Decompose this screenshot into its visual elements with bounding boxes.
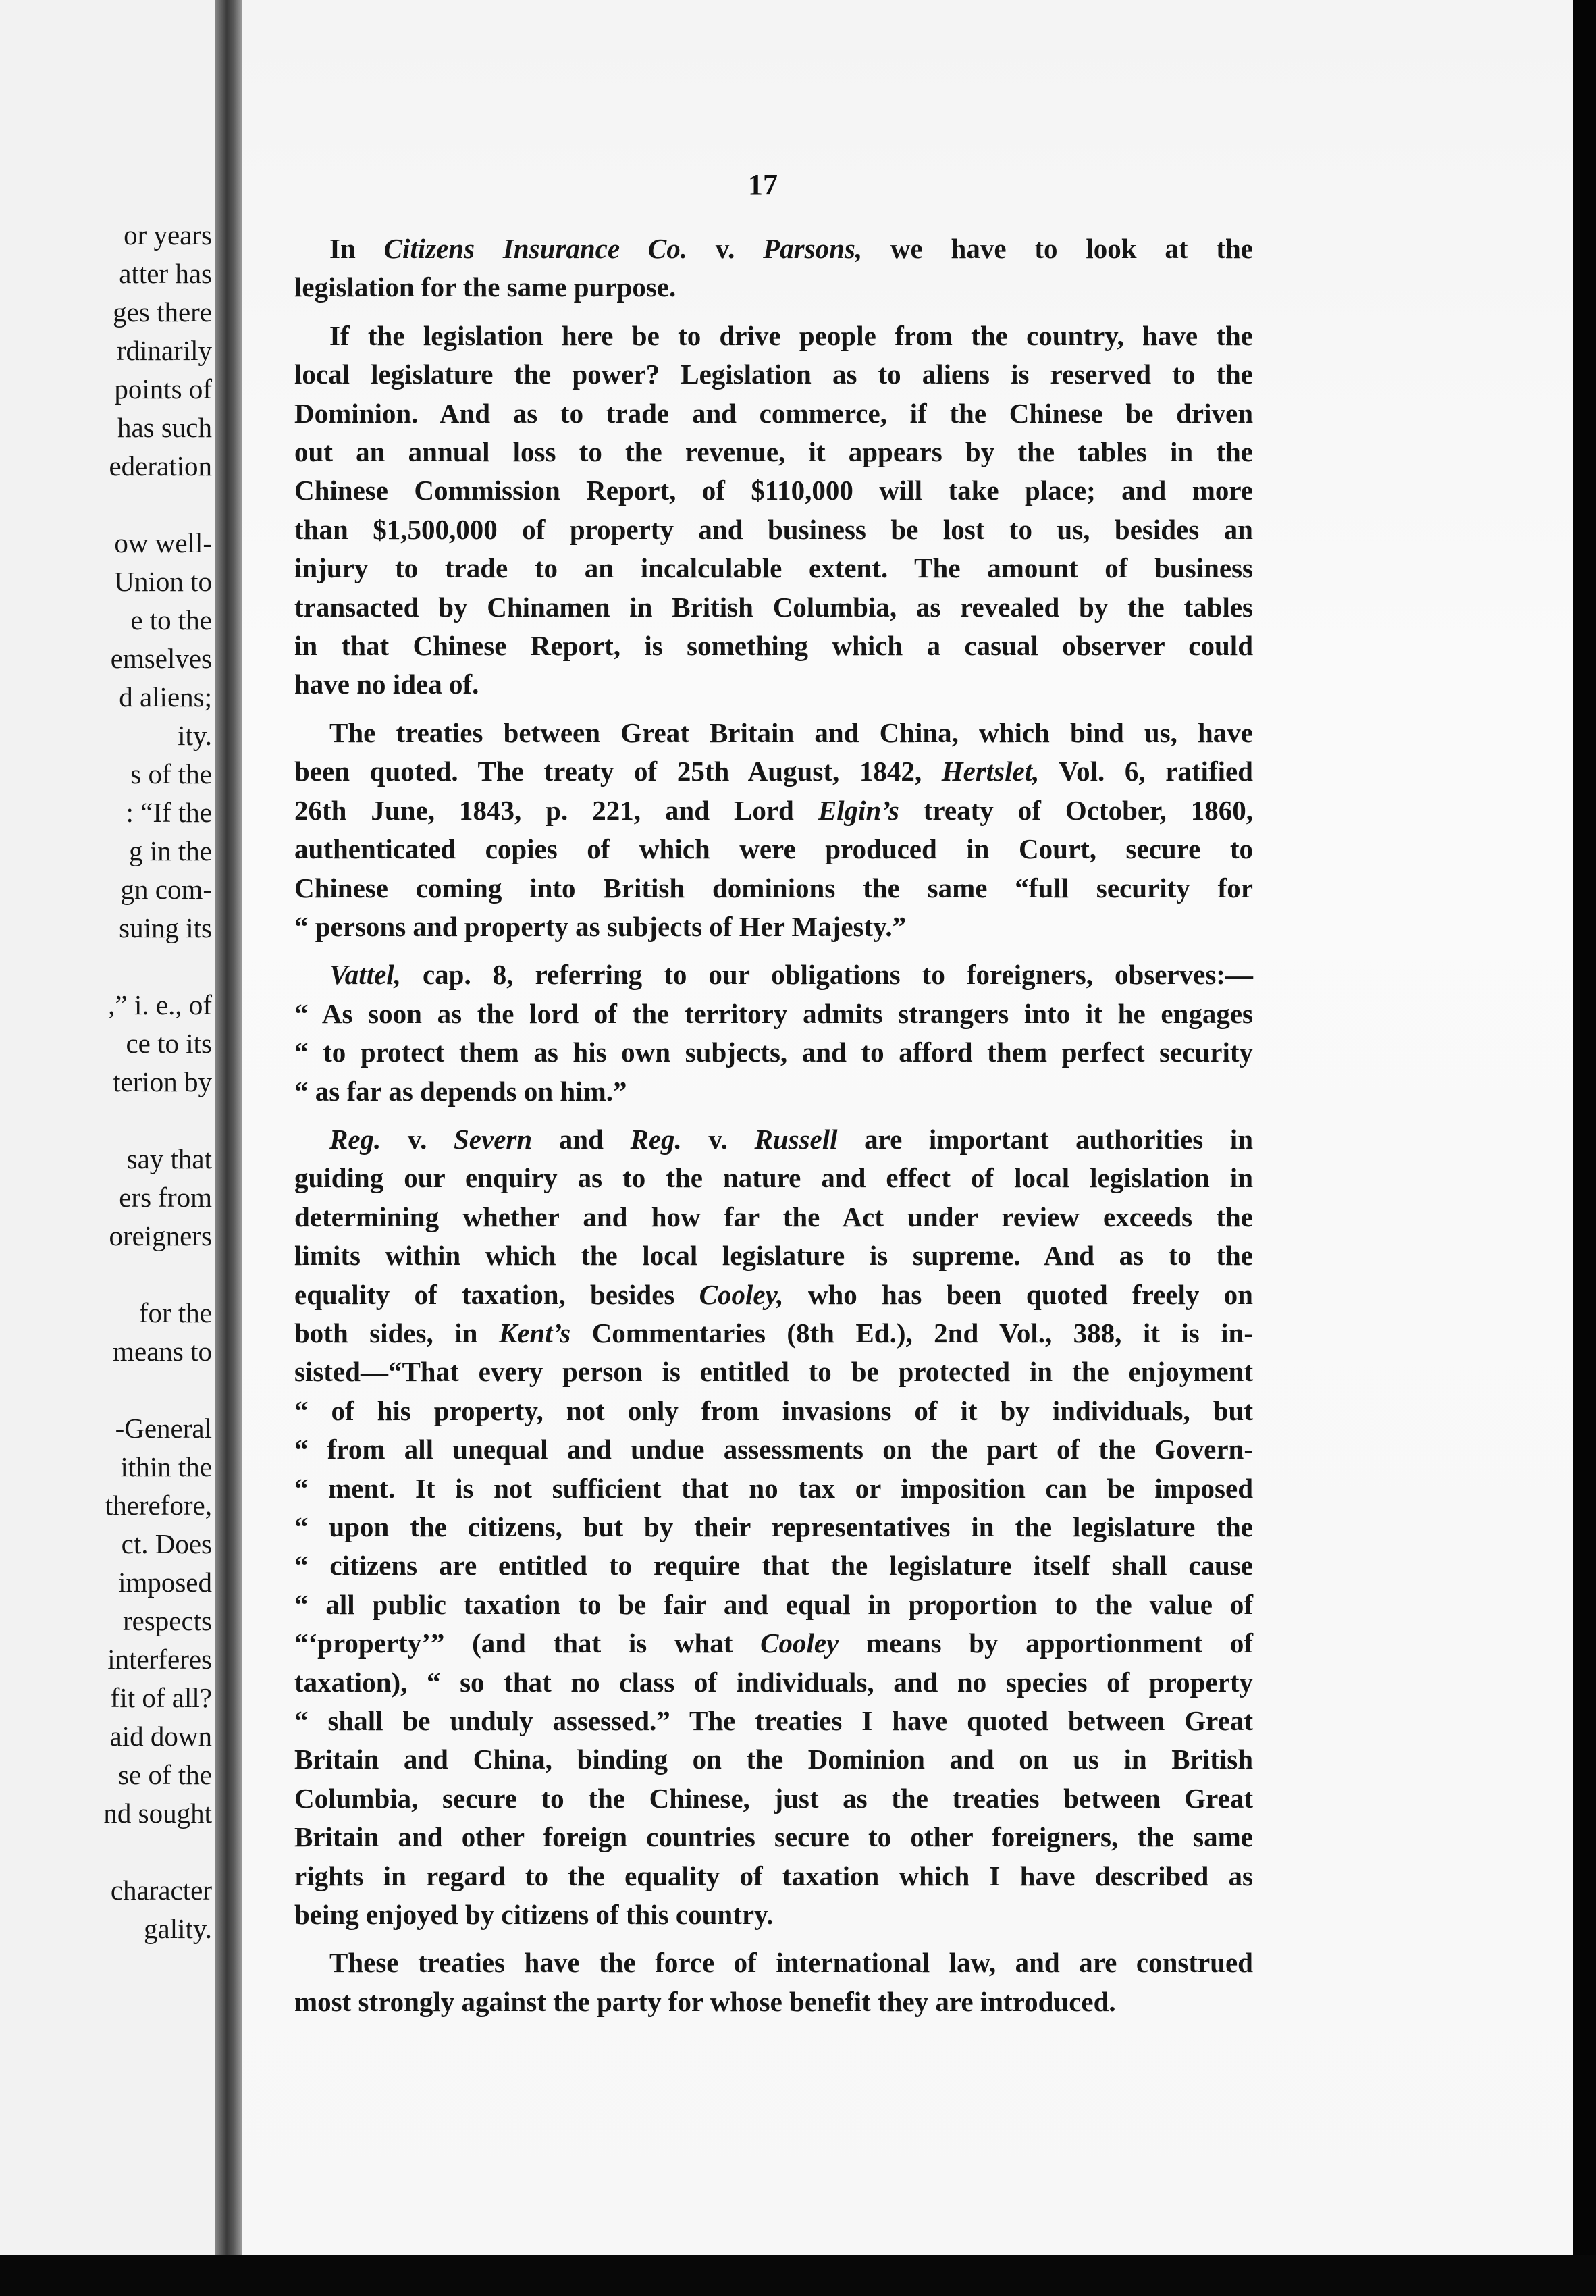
facing-page-line: ct. Does xyxy=(121,1528,212,1559)
text-line: guiding our enquiry as to the nature and effect of local legislation in xyxy=(294,1162,1253,1194)
text-line: most strongly against the party for whose benefit they are introduced. xyxy=(294,1985,1116,2017)
facing-page-line: gn com- xyxy=(120,874,212,905)
text-line: “ citizens are entitled to require that the legislature itself shall cause xyxy=(294,1550,1253,1582)
case-citation: Elgin’s xyxy=(818,794,899,826)
text-line: The treaties between Great Britain and China, which bind us, have xyxy=(329,716,1253,748)
text-line: in that Chinese Report, is something which a casual observer could xyxy=(294,630,1253,662)
paragraph xyxy=(294,317,1253,704)
facing-page-line: emselves xyxy=(110,643,212,674)
facing-page-line: respects xyxy=(122,1605,212,1636)
paragraph xyxy=(294,1120,1253,1935)
facing-page-line: ederation xyxy=(109,450,212,481)
text-line: Chinese coming into British dominions the same “full security for xyxy=(294,872,1253,904)
text-line: taxation), “ so that no class of individuals, and no species of property xyxy=(294,1666,1253,1698)
facing-page-line: se of the xyxy=(118,1759,212,1790)
facing-page-line: ity. xyxy=(178,720,212,751)
paragraph xyxy=(294,956,1253,1111)
facing-page-line: : “If the xyxy=(126,797,212,828)
facing-page-line: imposed xyxy=(118,1567,212,1598)
page-number: 17 xyxy=(748,168,778,201)
text-line: determining whether and how far the Act under review exceeds the xyxy=(294,1201,1253,1232)
facing-page-line: -General xyxy=(115,1413,212,1444)
text-line: local legislature the power? Legislation as to aliens is reserved to the xyxy=(294,359,1253,390)
facing-page-line: ges there xyxy=(113,296,212,328)
case-citation: Kent’s xyxy=(498,1317,571,1349)
text-line: “‘property’” (and that is what Cooley means by apportionment of xyxy=(294,1627,1253,1659)
facing-page-line: ce to its xyxy=(126,1028,212,1059)
text-line: Vattel, cap. 8, referring to our obligations to foreigners, observes:— xyxy=(329,959,1253,991)
facing-page-line: character xyxy=(110,1875,212,1906)
case-citation: Reg. xyxy=(630,1123,682,1155)
facing-page-fragment xyxy=(0,0,215,2296)
case-citation: Parsons, xyxy=(763,233,863,264)
facing-page-line: ow well- xyxy=(114,527,212,558)
text-line: “ persons and property as subjects of Her Majesty.” xyxy=(294,910,907,942)
facing-page-line: means to xyxy=(113,1336,212,1367)
case-citation: Russell xyxy=(754,1123,838,1155)
text-line: limits within which the local legislature is supreme. And as to the xyxy=(294,1240,1253,1272)
case-citation: Reg. xyxy=(329,1123,381,1155)
facing-page-line: s of the xyxy=(130,758,212,789)
text-line: “ ment. It is not sufficient that no tax or imposition can be imposed xyxy=(294,1472,1253,1504)
text-line: authenticated copies of which were produced in Court, secure to xyxy=(294,833,1253,865)
text-line: injury to trade to an incalculable extent. The amount of business xyxy=(294,552,1253,584)
text-line: “ to protect them as his own subjects, and to afford them perfect security xyxy=(294,1037,1253,1068)
text-line: In Citizens Insurance Co. v. Parsons, we have to look at the xyxy=(329,233,1253,264)
facing-page-line: suing its xyxy=(119,912,212,943)
text-line: “ upon the citizens, but by their representatives in the legislature the xyxy=(294,1511,1253,1542)
text-line: rights in regard to the equality of taxation which I have described as xyxy=(294,1860,1253,1891)
facing-page-line: ,” i. e., of xyxy=(108,989,212,1020)
paragraph xyxy=(294,230,1253,307)
facing-page-line: terion by xyxy=(113,1066,212,1097)
text-line: “ of his property, not only from invasions of it by individuals, but xyxy=(294,1394,1253,1426)
case-citation: Severn xyxy=(454,1123,533,1155)
facing-page-line: oreigners xyxy=(109,1220,212,1251)
text-line: “ all public taxation to be fair and equal in proportion to the value of xyxy=(294,1588,1253,1620)
text-line: have no idea of. xyxy=(294,669,479,700)
facing-page-line: fit of all? xyxy=(110,1682,212,1713)
text-line: out an annual loss to the revenue, it appears by the tables in the xyxy=(294,436,1253,468)
case-citation: Hertslet, xyxy=(941,756,1040,787)
text-line: “ As soon as the lord of the territory admits strangers into it he engages xyxy=(294,997,1253,1029)
facing-page-line: Union to xyxy=(114,566,212,597)
text-line: equality of taxation, besides Cooley, who has been quoted freely on xyxy=(294,1278,1253,1310)
text-line: 26th June, 1843, p. 221, and Lord Elgin’s treaty of October, 1860, xyxy=(294,794,1253,826)
paragraph xyxy=(294,1943,1253,2021)
case-citation: Cooley, xyxy=(699,1278,784,1310)
text-line: “ shall be unduly assessed.” The treaties I have quoted between Great xyxy=(294,1705,1253,1737)
scan-bottom-edge xyxy=(0,2255,1596,2296)
text-line: been quoted. The treaty of 25th August, 1842, Hertslet, Vol. 6, ratified xyxy=(294,756,1253,787)
case-citation: Cooley xyxy=(760,1627,839,1659)
facing-page-line: e to the xyxy=(130,604,212,635)
paragraph xyxy=(294,714,1253,946)
facing-page-line: ers from xyxy=(119,1182,212,1213)
case-citation: Citizens Insurance Co. xyxy=(383,233,687,264)
facing-page-line: gality. xyxy=(144,1913,212,1944)
text-line: both sides, in Kent’s Commentaries (8th Ed.), 2nd Vol., 388, it is in- xyxy=(294,1317,1253,1349)
text-line: Chinese Commission Report, of $110,000 will take place; and more xyxy=(294,475,1253,506)
facing-page-line: for the xyxy=(138,1297,212,1328)
text-line: transacted by Chinamen in British Columbia, as revealed by the tables xyxy=(294,591,1253,623)
text-line: sisted—“That every person is entitled to be protected in the enjoyment xyxy=(294,1356,1253,1388)
facing-page-line: ithin the xyxy=(120,1451,212,1482)
facing-page-line: d aliens; xyxy=(119,681,212,712)
text-line: If the legislation here be to drive people from the country, have the xyxy=(329,319,1253,351)
facing-page-line: say that xyxy=(126,1143,212,1174)
text-line: “ from all unequal and undue assessments on the part of the Govern- xyxy=(294,1434,1253,1465)
text-line: Columbia, secure to the Chinese, just as the treaties between Great xyxy=(294,1782,1253,1814)
body-text xyxy=(294,230,1253,2031)
facing-page-line: interferes xyxy=(107,1644,212,1675)
facing-page-line: g in the xyxy=(129,835,212,866)
book-spine xyxy=(215,0,242,2296)
text-line: Dominion. And as to trade and commerce, if the Chinese be driven xyxy=(294,397,1253,429)
facing-page-line: has such xyxy=(117,412,212,443)
text-line: Britain and China, binding on the Dominion and on us in British xyxy=(294,1744,1253,1775)
text-line: being enjoyed by citizens of this country. xyxy=(294,1899,774,1931)
facing-page-line: therefore, xyxy=(105,1490,212,1521)
facing-page-line: aid down xyxy=(109,1721,212,1752)
facing-page-line: or years xyxy=(124,219,212,251)
case-citation: Vattel, xyxy=(329,959,401,991)
text-line: These treaties have the force of international law, and are construed xyxy=(329,1947,1253,1979)
text-line: legislation for the same purpose. xyxy=(294,271,676,303)
text-line: than $1,500,000 of property and business be lost to us, besides an xyxy=(294,513,1253,545)
text-line: Reg. v. Severn and Reg. v. Russell are important authorities in xyxy=(329,1123,1253,1155)
text-line: “ as far as depends on him.” xyxy=(294,1075,627,1107)
text-line: Britain and other foreign countries secure to other foreigners, the same xyxy=(294,1821,1253,1853)
facing-page-line: rdinarily xyxy=(116,335,212,366)
facing-page-line: nd sought xyxy=(103,1798,212,1829)
facing-page-line: points of xyxy=(114,373,212,405)
scan-edge xyxy=(1573,0,1596,2296)
facing-page-line: atter has xyxy=(119,258,212,289)
